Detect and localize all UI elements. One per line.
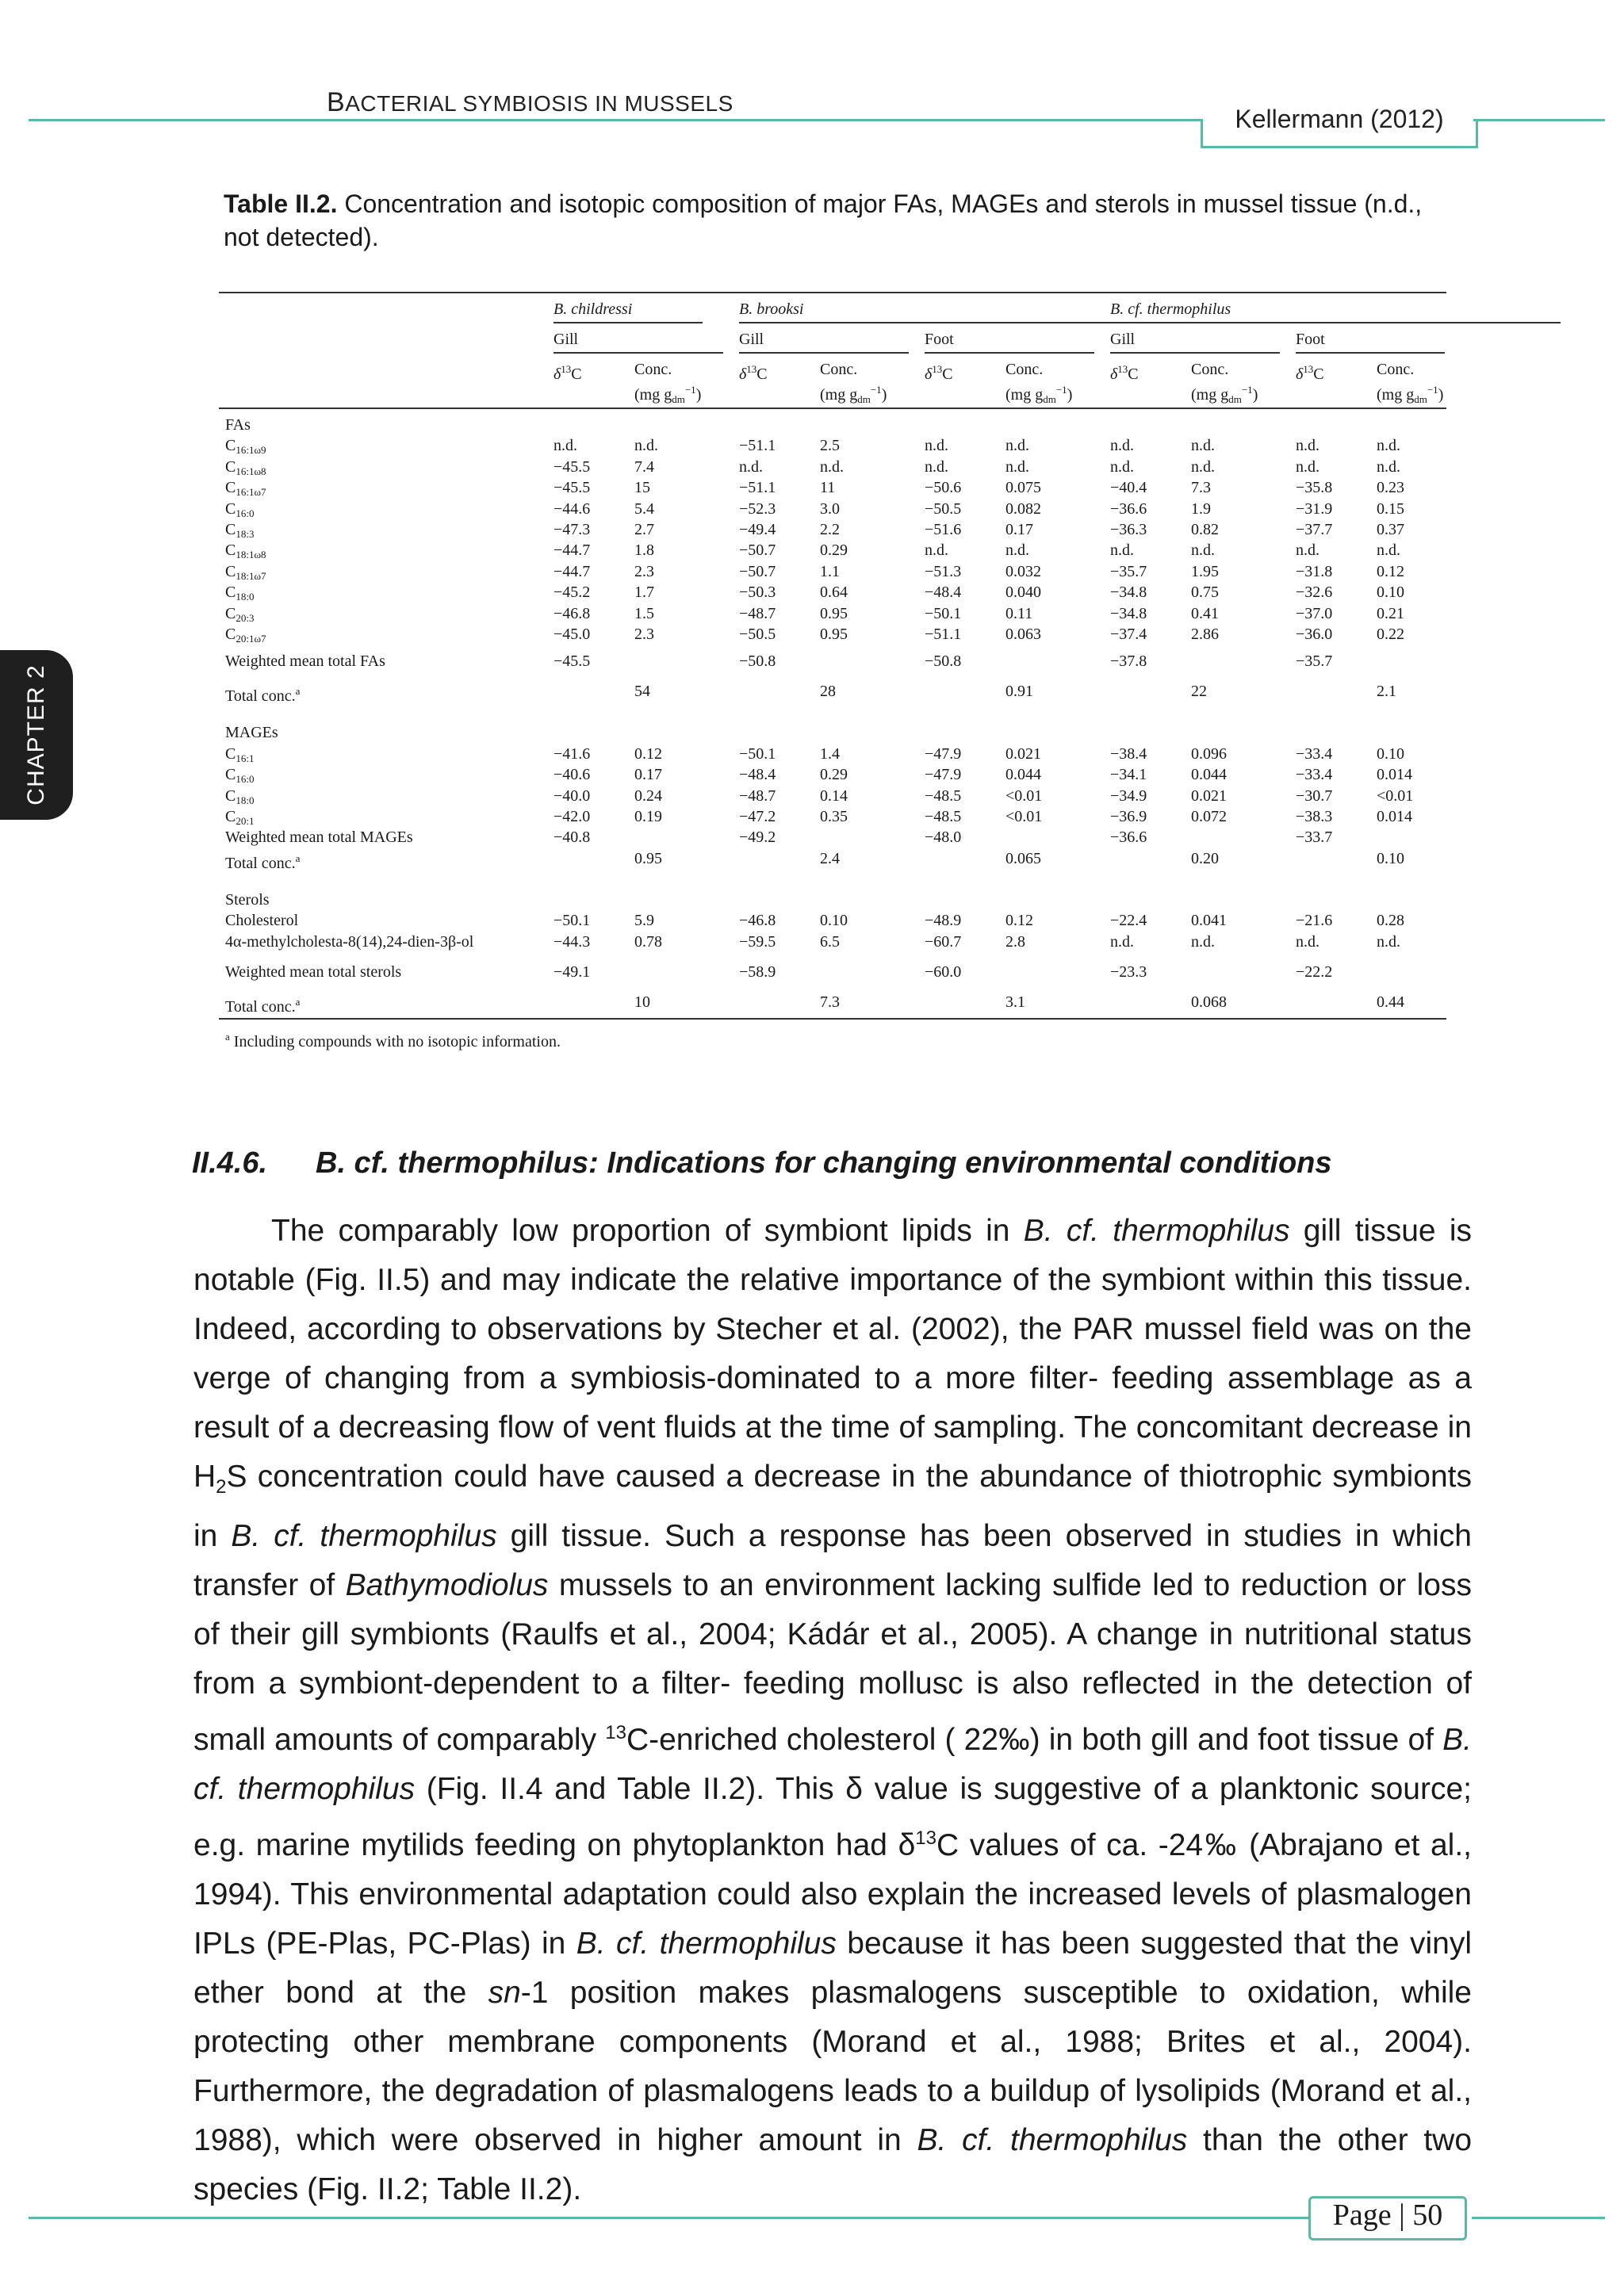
table-cell: −52.3: [739, 499, 776, 518]
table-cell: −50.8: [739, 652, 776, 671]
table-cell: n.d.: [1296, 541, 1320, 560]
table-cell: −49.1: [553, 963, 591, 981]
table-cell: −46.8: [739, 912, 776, 930]
table-cell: −40.4: [1110, 479, 1147, 497]
weighted-mean-label: Weighted mean total MAGEs: [225, 828, 413, 847]
table-cell: 2.5: [820, 437, 840, 455]
footer-rule-right: [1472, 2217, 1605, 2219]
table-cell: n.d.: [1191, 932, 1215, 951]
table-cell: −48.5: [925, 786, 962, 805]
table-cell: 0.95: [820, 604, 848, 622]
table-cell: 0.41: [1191, 604, 1219, 622]
table-cell: 0.041: [1191, 912, 1227, 930]
table-cell: 0.35: [820, 808, 848, 825]
body-run: C-enriched cholesterol ( 22‰) in both gill and foot tissue of: [626, 1723, 1443, 1757]
table-cell: n.d.: [553, 437, 577, 455]
compound-label: $C_{18:1\omega 7}$: [225, 562, 266, 582]
conc-unit-label: (mg $g_{dm}^{-1}$): [634, 384, 702, 405]
table-cell: 0.91: [1005, 683, 1033, 701]
weighted-mean-label: Weighted mean total sterols: [225, 963, 402, 981]
table-cell: 0.021: [1005, 744, 1041, 763]
table-cell: 0.082: [1005, 499, 1041, 518]
table-cell: −50.7: [739, 562, 776, 580]
table-cell: 1.9: [1191, 499, 1211, 518]
species-header: B. childressi: [553, 300, 633, 318]
table-cell: n.d.: [739, 457, 763, 476]
table-cell: 0.28: [1377, 912, 1404, 930]
compound-label: $C_{16:1\omega 9}$: [225, 437, 266, 457]
table-cell: −45.5: [553, 652, 591, 671]
tissue-header: Foot: [925, 331, 954, 348]
table-cell: −34.8: [1110, 584, 1147, 602]
header-bottom-rule: [219, 408, 1446, 409]
compound-label: $C_{16:0}$: [225, 766, 255, 786]
table-cell: n.d.: [1191, 541, 1215, 560]
table-cell: −33.4: [1296, 766, 1333, 784]
conc-column-label: Conc.: [634, 361, 672, 378]
table-cell: n.d.: [1110, 437, 1134, 455]
table-cell: <0.01: [1005, 808, 1043, 825]
table-cell: −22.2: [1296, 963, 1333, 981]
table-cell: 2.1: [1377, 683, 1396, 701]
table-cell: n.d.: [1377, 457, 1400, 476]
compound-label: $C_{20:1}$: [225, 808, 255, 827]
body-superscript: 13: [605, 1722, 626, 1743]
table-cell: −47.9: [925, 766, 962, 784]
table-cell: −51.3: [925, 562, 962, 580]
table-cell: 0.10: [1377, 849, 1404, 867]
compound-label: Cholesterol: [225, 912, 299, 930]
table-cell: −51.6: [925, 521, 962, 538]
table-cell: −47.9: [925, 744, 962, 763]
table-cell: 1.7: [634, 584, 654, 602]
compound-label: $C_{16:1\omega 7}$: [225, 479, 266, 499]
table-cell: n.d.: [925, 457, 948, 476]
table-cell: 0.29: [820, 766, 848, 784]
table-cell: −36.0: [1296, 626, 1333, 643]
table-cell: −36.3: [1110, 521, 1147, 538]
table-cell: 0.014: [1377, 766, 1412, 784]
weighted-mean-label: Weighted mean total FAs: [225, 652, 385, 671]
table-cell: 0.82: [1191, 521, 1219, 538]
conc-column-label: Conc.: [1377, 361, 1415, 378]
delta-column-label: $\delta^{13}C$: [1296, 363, 1324, 383]
table-top-rule: [219, 292, 1446, 293]
species-underline: [1110, 322, 1561, 323]
running-title-rest: ACTERIAL SYMBIOSIS IN MUSSELS: [345, 91, 733, 116]
total-conc-label: Total conc.$^a$: [225, 851, 301, 872]
conc-column-label: Conc.: [1191, 361, 1229, 378]
group-label-mages: MAGEs: [225, 724, 278, 742]
table-cell: −45.5: [553, 457, 591, 476]
table-cell: −50.1: [739, 744, 776, 763]
table-cell: −34.9: [1110, 786, 1147, 805]
table-cell: −48.7: [739, 604, 776, 622]
table-cell: 0.64: [820, 584, 848, 602]
table-cell: 1.8: [634, 541, 654, 560]
table-cell: −37.8: [1110, 652, 1147, 671]
table-cell: 54: [634, 683, 650, 701]
body-italic: Bathymodiolus: [345, 1568, 549, 1602]
table-cell: −38.3: [1296, 808, 1333, 825]
table-cell: −48.5: [925, 808, 962, 825]
table-cell: 0.17: [1005, 521, 1033, 538]
table-cell: 0.21: [1377, 604, 1404, 622]
table-cell: −47.3: [553, 521, 591, 538]
table-cell: −30.7: [1296, 786, 1333, 805]
section-title: B. cf. thermophilus: Indications for changing environmental conditions: [316, 1146, 1332, 1180]
table-cell: −51.1: [739, 437, 776, 455]
conc-column-label: Conc.: [1005, 361, 1044, 378]
table-cell: n.d.: [1005, 541, 1029, 560]
table-cell: 0.10: [820, 912, 848, 930]
table-cell: n.d.: [1110, 541, 1134, 560]
chapter-tab-label: CHAPTER 2: [23, 664, 49, 806]
table-cell: −60.0: [925, 963, 962, 981]
table-cell: −37.4: [1110, 626, 1147, 643]
table-cell: 0.29: [820, 541, 848, 560]
table-cell: −48.0: [925, 828, 962, 847]
body-italic: B. cf. thermophilus: [193, 1723, 1473, 1806]
body-italic: B. cf. thermophilus: [1023, 1214, 1290, 1248]
tissue-underline: [925, 352, 1094, 354]
table-cell: n.d.: [1296, 932, 1320, 951]
body-italic: B. cf. thermophilus: [231, 1519, 497, 1553]
body-run: than the other two species (Fig. II.2; Table II.2).: [193, 2123, 1473, 2206]
table-cell: −44.6: [553, 499, 591, 518]
body-run: The comparably low proportion of symbiont lipids in: [271, 1214, 1024, 1248]
table-cell: −40.0: [553, 786, 591, 805]
compound-label: $C_{20:3}$: [225, 604, 255, 624]
table-cell: 0.12: [634, 744, 662, 763]
conc-unit-label: (mg $g_{dm}^{-1}$): [1191, 384, 1258, 405]
tissue-header: Gill: [553, 331, 579, 348]
table-cell: n.d.: [1377, 437, 1400, 455]
table-cell: n.d.: [1005, 457, 1029, 476]
table-cell: 0.044: [1005, 766, 1041, 784]
table-cell: −41.6: [553, 744, 591, 763]
table-cell: −34.1: [1110, 766, 1147, 784]
table-cell: 0.12: [1377, 562, 1404, 580]
table-cell: <0.01: [1377, 786, 1414, 805]
table-cell: −48.4: [925, 584, 962, 602]
table-cell: 2.8: [1005, 932, 1025, 951]
table-cell: 7.3: [820, 993, 840, 1011]
table-cell: 10: [634, 993, 650, 1011]
compound-label: $C_{18:3}$: [225, 521, 255, 540]
table-cell: −35.7: [1296, 652, 1333, 671]
table-cell: −51.1: [925, 626, 962, 643]
table-cell: −37.0: [1296, 604, 1333, 622]
table-cell: 3.1: [1005, 993, 1025, 1011]
table-cell: −50.5: [925, 499, 962, 518]
table-cell: n.d.: [1377, 541, 1400, 560]
table-cell: 0.014: [1377, 808, 1412, 825]
table-cell: n.d.: [820, 457, 844, 476]
group-label-fas: FAs: [225, 416, 251, 434]
table-cell: 2.2: [820, 521, 840, 538]
table-caption-text: Concentration and isotopic composition of major FAs, MAGEs and sterols in mussel tissue (n.d., not detected).: [224, 189, 1423, 251]
table-cell: −49.2: [739, 828, 776, 847]
table-cell: 0.95: [634, 849, 662, 867]
table-cell: −37.7: [1296, 521, 1333, 538]
body-italic: sn: [488, 1976, 521, 2010]
table-cell: −50.3: [739, 584, 776, 602]
table-cell: −40.6: [553, 766, 591, 784]
species-header: B. cf. thermophilus: [1110, 300, 1231, 318]
table-cell: 0.15: [1377, 499, 1404, 518]
table-cell: n.d.: [1296, 437, 1320, 455]
table-cell: 2.4: [820, 849, 840, 867]
table-cell: −44.7: [553, 562, 591, 580]
table-cell: −36.6: [1110, 499, 1147, 518]
tissue-header: Gill: [739, 331, 764, 348]
table-cell: −50.1: [925, 604, 962, 622]
table-cell: n.d.: [1110, 457, 1134, 476]
table-caption-label: Table II.2.: [224, 189, 338, 218]
table-cell: 1.1: [820, 562, 840, 580]
table-cell: 0.10: [1377, 744, 1404, 763]
chapter-tab: [0, 650, 73, 820]
table-cell: −50.6: [925, 479, 962, 497]
body-run: gill tissue is notable (Fig. II.5) and may indicate the relative importance of the symbiont within this tissue. Indeed, according to observations by Stecher et al. (2002), the PAR mussel field was on the verge of changing from a symbiosis-dominated to a more filter- feeding assemblage as a result of a decreasing flow of vent fluids at the time of sampling. The concomitant decrease in H: [193, 1214, 1473, 1494]
table-cell: 0.19: [634, 808, 662, 825]
tissue-header: Gill: [1110, 331, 1136, 348]
compound-label: $C_{20:1\omega 7}$: [225, 626, 266, 645]
table-cell: −40.8: [553, 828, 591, 847]
table-cell: −45.0: [553, 626, 591, 643]
body-italic: B. cf. thermophilus: [576, 1927, 837, 1961]
table-cell: −23.3: [1110, 963, 1147, 981]
table-cell: −31.9: [1296, 499, 1333, 518]
table-cell: 22: [1191, 683, 1207, 701]
table-cell: <0.01: [1005, 786, 1043, 805]
table-cell: 2.3: [634, 562, 654, 580]
table-cell: 0.37: [1377, 521, 1404, 538]
table-cell: 2.7: [634, 521, 654, 538]
body-run: mussels to an environment lacking sulfide led to reduction or loss of their gill symbionts (Raulfs et al., 2004; Kádár et al., 2005). A change in nutritional status from a symbiont-dependent to a filter- feeding mollusc is also reflected in the detection of small amounts of comparably: [193, 1568, 1472, 1757]
table-cell: −22.4: [1110, 912, 1147, 930]
table-cell: −60.7: [925, 932, 962, 951]
table-cell: 0.20: [1191, 849, 1219, 867]
body-text: [193, 1207, 1472, 2214]
header-rule-right: [1473, 119, 1605, 121]
table-cell: −32.6: [1296, 584, 1333, 602]
table-cell: n.d.: [1296, 457, 1320, 476]
table-cell: 0.11: [1005, 604, 1033, 622]
table-cell: 28: [820, 683, 836, 701]
table-footnote: $^a$ Including compounds with no isotopic information.: [225, 1031, 561, 1050]
table-cell: −34.8: [1110, 604, 1147, 622]
table-cell: n.d.: [1005, 437, 1029, 455]
table-cell: −33.7: [1296, 828, 1333, 847]
tissue-underline: [553, 352, 723, 354]
species-underline: [553, 322, 703, 323]
compound-label: $C_{18:0}$: [225, 786, 255, 806]
table-cell: 0.17: [634, 766, 662, 784]
tissue-header: Foot: [1296, 331, 1325, 348]
compound-label: $C_{16:1}$: [225, 744, 255, 764]
body-run: S concentration could have caused a decrease in the abundance of thiotrophic symbionts in: [193, 1460, 1472, 1553]
table-cell: −46.8: [553, 604, 591, 622]
delta-column-label: $\delta^{13}C$: [739, 363, 768, 383]
compound-label: $C_{16:0}$: [225, 499, 255, 519]
table-cell: 0.12: [1005, 912, 1033, 930]
table-cell: n.d.: [1377, 932, 1400, 951]
compound-label: $C_{16:1\omega 8}$: [225, 457, 266, 477]
table-cell: −35.7: [1110, 562, 1147, 580]
delta-column-label: $\delta^{13}C$: [553, 363, 582, 383]
table-cell: −50.7: [739, 541, 776, 560]
table-cell: −44.7: [553, 541, 591, 560]
running-title-initial: B: [327, 87, 346, 117]
table-cell: 0.065: [1005, 849, 1041, 867]
table-cell: 0.22: [1377, 626, 1404, 643]
table-cell: −42.0: [553, 808, 591, 825]
page-number: Page | 50: [1332, 2198, 1443, 2232]
running-title: [327, 87, 733, 118]
table-cell: −47.2: [739, 808, 776, 825]
table-cell: −48.4: [739, 766, 776, 784]
table-cell: −36.6: [1110, 828, 1147, 847]
table-cell: 0.040: [1005, 584, 1041, 602]
table-cell: −50.5: [739, 626, 776, 643]
table-cell: 1.4: [820, 744, 840, 763]
section-heading: [192, 1146, 1332, 1181]
table-cell: 0.23: [1377, 479, 1404, 497]
body-run: gill tissue. Such a response has been observed in studies in which transfer of: [193, 1519, 1472, 1602]
table-cell: −31.8: [1296, 562, 1333, 580]
table-cell: −49.4: [739, 521, 776, 538]
body-run: -1 position makes plasmalogens susceptible to oxidation, while protecting other membrane components (Morand et al., 1988; Brites et al., 2004). Furthermore, the degradation of plasmalogens leads to a buildup of lysolipids (Morand et al., 1988), which were observed in higher amount in: [193, 1976, 1472, 2157]
table-cell: 0.032: [1005, 562, 1041, 580]
delta-column-label: $\delta^{13}C$: [1110, 363, 1139, 383]
table-cell: 0.072: [1191, 808, 1227, 825]
body-paragraph: [193, 1207, 1472, 2214]
table-cell: 2.86: [1191, 626, 1219, 643]
total-conc-label: Total conc.$^a$: [225, 685, 301, 706]
group-label-sterols: Sterols: [225, 890, 270, 909]
table-cell: n.d.: [634, 437, 658, 455]
author-year: Kellermann (2012): [1235, 105, 1444, 133]
table-cell: 7.3: [1191, 479, 1211, 497]
table-cell: −48.7: [739, 786, 776, 805]
species-header: B. brooksi: [739, 300, 804, 318]
table-cell: 5.9: [634, 912, 654, 930]
table-cell: −51.1: [739, 479, 776, 497]
body-run: (Fig. II.4 and Table II.2). This δ value is suggestive of a planktonic source; e.g. marine mytilids feeding on phytoplankton had δ: [193, 1772, 1472, 1862]
table-cell: 0.068: [1191, 993, 1227, 1011]
conc-unit-label: (mg $g_{dm}^{-1}$): [1005, 384, 1073, 405]
table-cell: 0.95: [820, 626, 848, 643]
compound-label: $C_{18:1\omega 8}$: [225, 541, 266, 561]
tissue-underline: [1110, 352, 1280, 354]
compound-label: $C_{18:0}$: [225, 584, 255, 603]
table-cell: −48.9: [925, 912, 962, 930]
body-run: because it has been suggested that the vinyl ether bond at the: [193, 1927, 1472, 2010]
delta-column-label: $\delta^{13}C$: [925, 363, 953, 383]
tissue-underline: [739, 352, 909, 354]
compound-label: 4α-methylcholesta-8(14),24-dien-3β-ol: [225, 932, 474, 951]
body-superscript: 13: [915, 1827, 936, 1849]
table-cell: 0.75: [1191, 584, 1219, 602]
table-bottom-rule: [219, 1018, 1446, 1020]
conc-unit-label: (mg $g_{dm}^{-1}$): [820, 384, 887, 405]
table-cell: n.d.: [925, 437, 948, 455]
body-italic: B. cf. thermophilus: [917, 2123, 1188, 2157]
table-cell: −59.5: [739, 932, 776, 951]
table-cell: −50.1: [553, 912, 591, 930]
table-cell: −38.4: [1110, 744, 1147, 763]
table-cell: 1.95: [1191, 562, 1219, 580]
table-cell: 6.5: [820, 932, 840, 951]
table-cell: −33.4: [1296, 744, 1333, 763]
table-cell: 0.096: [1191, 744, 1227, 763]
table-cell: 5.4: [634, 499, 654, 518]
section-number: II.4.6.: [192, 1146, 268, 1180]
table-cell: 0.063: [1005, 626, 1041, 643]
table-cell: 0.10: [1377, 584, 1404, 602]
body-subscript: 2: [216, 1476, 227, 1498]
table-cell: 0.044: [1191, 766, 1227, 784]
conc-unit-label: (mg $g_{dm}^{-1}$): [1377, 384, 1444, 405]
table-cell: 3.0: [820, 499, 840, 518]
table-cell: −58.9: [739, 963, 776, 981]
table-cell: −44.3: [553, 932, 591, 951]
table-cell: 0.24: [634, 786, 662, 805]
total-conc-label: Total conc.$^a$: [225, 996, 301, 1016]
table-cell: 0.075: [1005, 479, 1041, 497]
footer-rule-left: [29, 2217, 1308, 2219]
header-rule-left: [29, 119, 1201, 121]
table-cell: 7.4: [634, 457, 654, 476]
table-cell: 15: [634, 479, 650, 497]
table-caption: [224, 187, 1461, 254]
table-cell: 0.44: [1377, 993, 1404, 1011]
table-cell: −50.8: [925, 652, 962, 671]
table-cell: −45.5: [553, 479, 591, 497]
table-cell: −36.9: [1110, 808, 1147, 825]
table-cell: n.d.: [1110, 932, 1134, 951]
table-cell: 2.3: [634, 626, 654, 643]
table-cell: −35.8: [1296, 479, 1333, 497]
table-cell: n.d.: [925, 541, 948, 560]
table-cell: −21.6: [1296, 912, 1333, 930]
table-cell: 11: [820, 479, 836, 497]
conc-column-label: Conc.: [820, 361, 858, 378]
table-cell: 0.78: [634, 932, 662, 951]
table-cell: n.d.: [1191, 437, 1215, 455]
table-cell: 0.021: [1191, 786, 1227, 805]
table-cell: 1.5: [634, 604, 654, 622]
table-cell: −45.2: [553, 584, 591, 602]
table-cell: 0.14: [820, 786, 848, 805]
table-cell: n.d.: [1191, 457, 1215, 476]
body-run: C values of ca. -24‰ (Abrajano et al., 1994). This environmental adaptation could also explain the increased levels of plasmalogen IPLs (PE-Plas, PC-Plas) in: [193, 1828, 1472, 1961]
tissue-underline: [1296, 352, 1445, 354]
